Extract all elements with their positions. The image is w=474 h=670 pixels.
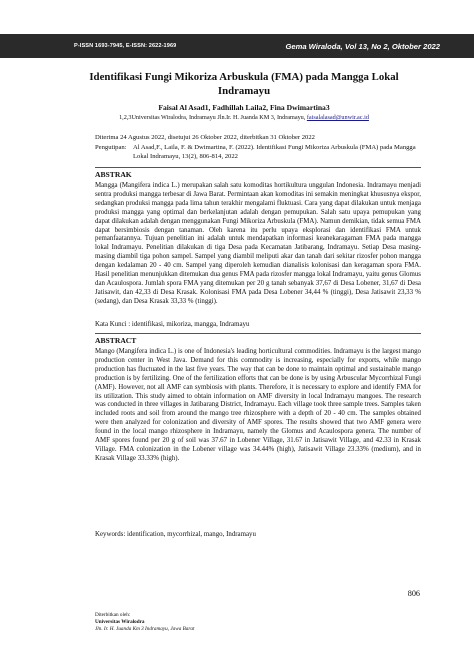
abstract-heading: ABSTRACT — [95, 336, 137, 345]
publication-dates: Diterima 24 Agustus 2022, disetujui 26 Oktober 2022, diterbitkan 31 Oktober 2022 — [95, 134, 315, 141]
paper-title: Identifikasi Fungi Mikoriza Arbuskula (FMA) pada Mangga Lokal Indramayu — [89, 71, 399, 97]
publisher-footer — [95, 612, 194, 634]
divider — [95, 167, 421, 168]
journal-header-bar — [0, 34, 474, 58]
divider — [95, 333, 421, 334]
issn-text: P-ISSN 1693-7945, E-ISSN: 2622-1969 — [74, 43, 177, 49]
author-list: Faisal Al Asad1, Fadhillah Laila2, Fina Dwimartina3 — [158, 103, 330, 112]
abstrak-keywords: Kata Kunci : identifikasi, mikoriza, mangga, Indramayu — [95, 321, 250, 328]
citation-text: Al Asad,F., Laila, F. & Dwimartina, F. (2022). Identifikasi Fungi Mikoriza Arbuskula (FMA) pada Mangga Lokal Indramayu, 13(2), 806-814, 2022 — [133, 144, 416, 160]
abstrak-body: Mangga (Mangifera indica L.) merupakan salah satu komoditas hortikultura unggulan Indonesia. Indramayu menjadi sentra produksi mangga terbesar di Jawa Barat. Permintaan akan komoditas ini semakin meningkat khususnya ekspor, sedangkan produksi mangga pada lima tahun terakhir mengalami fluktuasi. Cara yang dapat dilakukan untuk menjaga produksi mangga yang optimal dan berkelanjutan adalah dengan pemupukan. Salah satu upaya pemupukan yang dapat dilakukan adalah dengan menggunakan Fungi Mikoriza Arbuskula (FMA). Namun demikian, tidak semua FMA dapat bersimbiosis dengan tanaman. Oleh karena itu perlu upaya eksplorasi dan identifikasi FMA untuk pemanfaatannya. Tujuan penelitian ini adalah untuk mendapatkan informasi keanekaragaman FMA pada mangga lokal Indramayu. Penelitian dilakukan di tiga Desa pada Kecamatan Jatibarang, Indramayu. Setiap Desa masing-masing diambil tiga pohon sampel. Sampel yang diambil meliputi akar dan tanah dari sekitar rizosfer pohon mangga dengan kedalaman 20 - 40 cm. Sampel yang diperoleh kemudian dianalisis kolonisasi dan keragaman spora FMA. Hasil penelitian menunjukkan ditemukan dua genus FMA pada rizosfer mangga lokal Indramayu, yaitu genus Glomus dan Acaulospora. Jumlah spora FMA yang ditemukan per 20 g tanah sebanyak 37,67 di Desa Lobener, 31,67 di Desa Jatisawit, dan 42,33 di Desa Krasak. Kolonisasi FMA pada Desa Lobener 34,44 % (tinggi), Desa Jatisawit 23,33 % (sedang), dan Desa Krasak 33,33 % (tinggi). — [95, 182, 421, 305]
author-email-link[interactable]: faisalalasad@unwir.ac.id — [306, 114, 369, 121]
footer-address: Jln. Ir. H. Juanda Km 3 Indramayu, Jawa Barat — [95, 626, 195, 633]
affiliation-text: 1,2,3Universitas Wiralodra, Indramayu Jln.Ir. H. Juanda KM 3, Indramayu, — [119, 114, 307, 121]
abstract-body: Mango (Mangifera indica L.) is one of Indonesia's leading horticultural commodities. Indramayu is the largest mango production center in West Java. Demand for this commodity is increasing, especially for exports, while mango production has fluctuated in the last five years. The way that can be done to maintain optimal and sustainable mango production is by fertilizing. One of the fertilization efforts that can be done is by using Arbuscular Mycorrhizal Fungi (AMF). However, not all AMF can symbiosis with plants. Therefore, it is necessary to explore and identify FMA for its utilization. This study aimed to obtain information on AMF diversity in local Indramayu mangoes. The research was conducted in three villages in Jatibarang District, Indramayu. Each village took three sample trees. Samples taken included roots and soil from around the mango tree rhizosphere with a depth of 20 - 40 cm. The samples obtained were then analyzed for colonization and diversity of AMF spores. The results showed that two AMF genera were found in the local mango rhizosphere in Indramayu, namely the Glomus and Acaulospora genera. The number of AMF spores found per 20 g of soil was 37.67 in Lobener Village, 31.67 in Jatisawit Village, and 42.33 in Krasak Village. FMA colonization in the Lobener village was 34.44% (high), Jatisawit Village 23.33% (medium), and in Krasak Village 33.33% (high). — [95, 348, 421, 462]
abstrak-heading: ABSTRAK — [95, 170, 132, 179]
citation-label: Pengutipan: — [95, 144, 127, 151]
footer-publisher: Universitas Wiralodra — [95, 619, 145, 626]
abstract-keywords: Keywords: identification, mycorrhizal, mango, Indramayu — [95, 531, 256, 538]
journal-info: Gema Wiraloda, Vol 13, No 2, Oktober 2022 — [285, 41, 440, 51]
footer-distributed-label: Diterbitkan oleh: — [95, 612, 131, 618]
page-number: 806 — [407, 589, 420, 598]
citation — [95, 143, 425, 161]
affiliation — [74, 114, 414, 121]
